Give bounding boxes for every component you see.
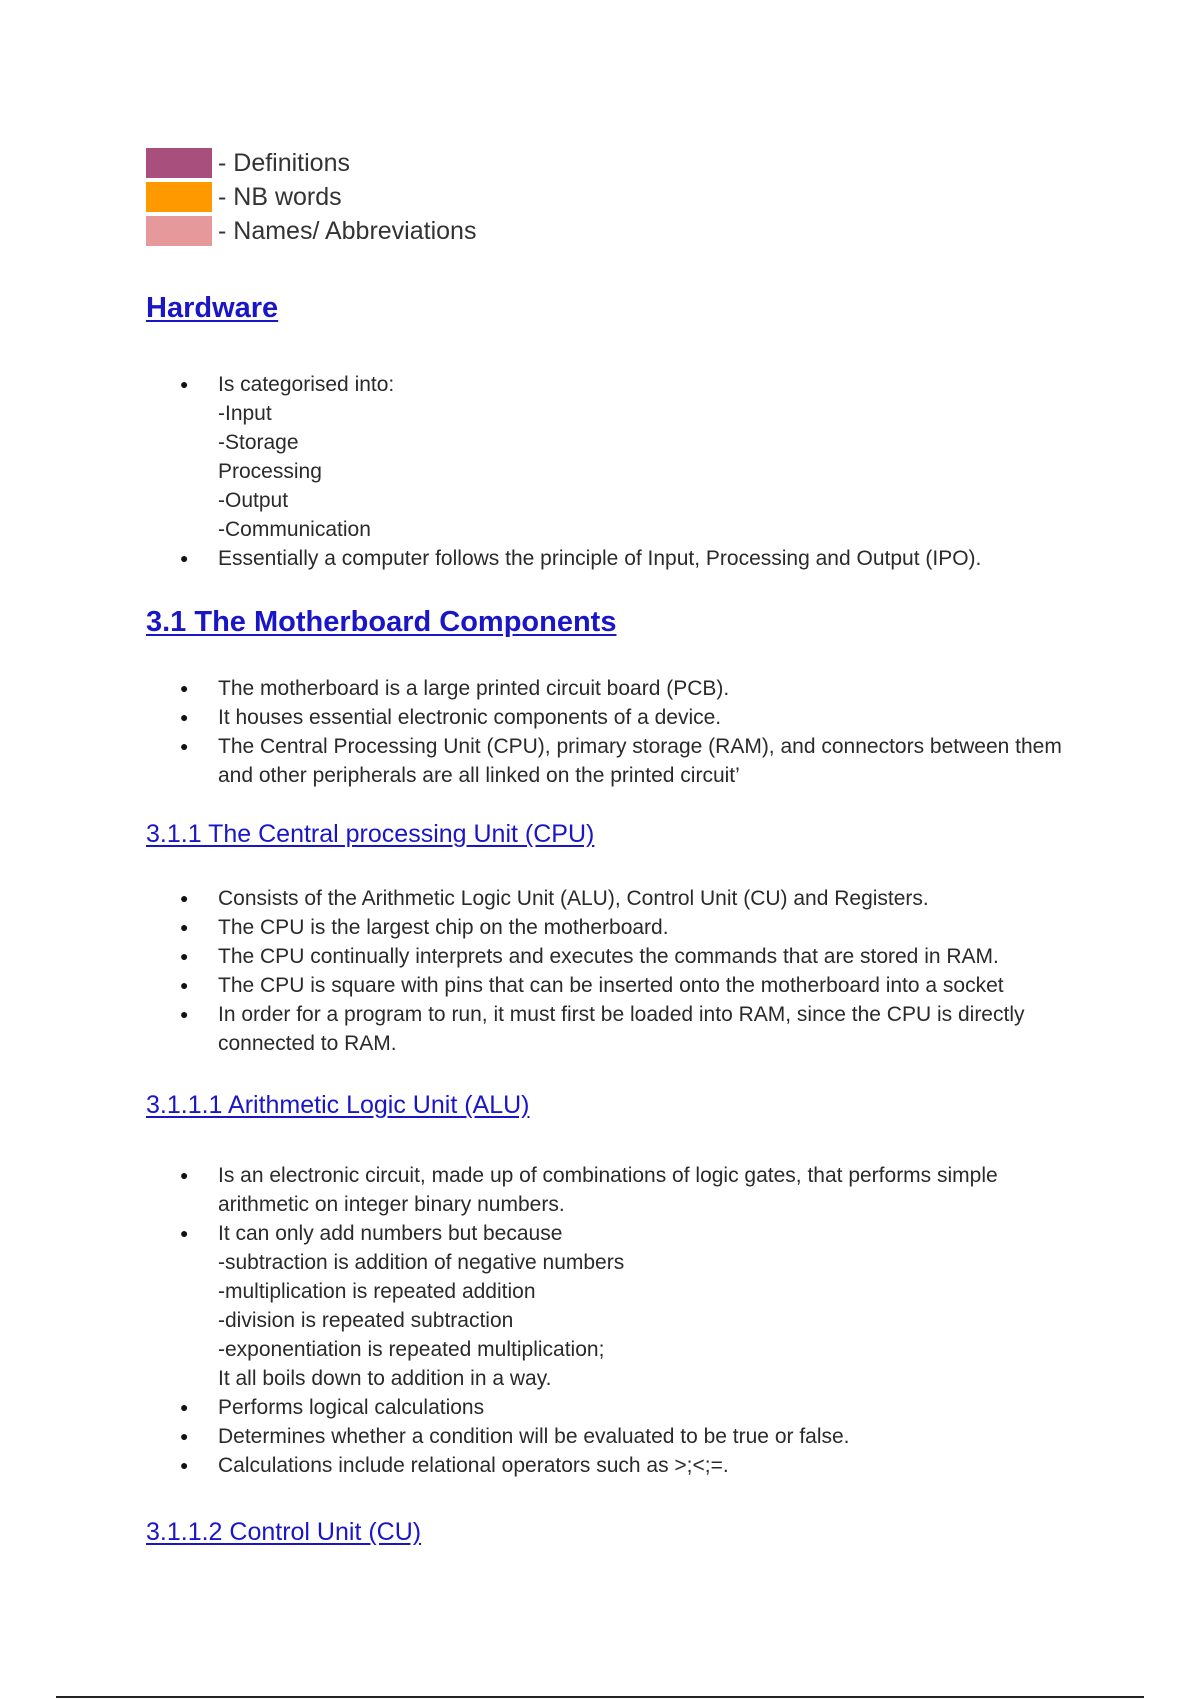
- legend-swatch-names: [146, 216, 212, 246]
- list-item: ● The motherboard is a large printed circuit board (PCB).: [176, 674, 1076, 703]
- list-subitem: -Communication: [218, 518, 371, 541]
- page-bottom-rule: [56, 1696, 1144, 1698]
- list-item: ● Consists of the Arithmetic Logic Unit (ALU), Control Unit (CU) and Registers.: [176, 884, 1076, 913]
- list-item: ● The CPU is square with pins that can be inserted onto the motherboard into a socket: [176, 971, 1076, 1000]
- list-item-text: ● It can only add numbers but because: [218, 1222, 563, 1245]
- list-item-text: ● Is categorised into:: [218, 373, 395, 396]
- legend-swatch-definitions: [146, 148, 212, 178]
- color-legend: [146, 146, 476, 248]
- list-subitem: -Input: [218, 402, 272, 425]
- list-item: ● Calculations include relational operators such as >;<;=.: [176, 1451, 1076, 1480]
- list-subitem: Processing: [218, 460, 322, 483]
- alu-list: [176, 1161, 1076, 1480]
- legend-label-nb-words: - NB words: [218, 182, 342, 211]
- list-subitem: It all boils down to addition in a way.: [218, 1367, 552, 1390]
- list-item: [176, 370, 1076, 544]
- legend-row-definitions: [146, 146, 476, 180]
- list-item: ● The CPU is the largest chip on the motherboard.: [176, 913, 1076, 942]
- heading-cpu[interactable]: 3.1.1 The Central processing Unit (CPU): [146, 820, 595, 848]
- list-item: ● Performs logical calculations: [176, 1393, 1076, 1422]
- list-item: ● It houses essential electronic components of a device.: [176, 703, 1076, 732]
- heading-motherboard[interactable]: 3.1 The Motherboard Components: [146, 606, 617, 638]
- list-subitem: -Storage: [218, 431, 299, 454]
- legend-row-nb-words: [146, 180, 476, 214]
- list-subitem: -exponentiation is repeated multiplication;: [218, 1338, 605, 1361]
- list-item: ● In order for a program to run, it must first be loaded into RAM, since the CPU is directly connected to RAM.: [176, 1000, 1076, 1058]
- list-subitem: -multiplication is repeated addition: [218, 1280, 536, 1303]
- list-subitem: -division is repeated subtraction: [218, 1309, 514, 1332]
- list-item: ● Essentially a computer follows the principle of Input, Processing and Output (IPO).: [176, 544, 1076, 573]
- list-item: [176, 1219, 1076, 1393]
- legend-swatch-nb-words: [146, 182, 212, 212]
- cpu-list: [176, 884, 1076, 1058]
- list-subitem: -Output: [218, 489, 289, 512]
- list-item: ● Determines whether a condition will be evaluated to be true or false.: [176, 1422, 1076, 1451]
- list-item: ● The CPU continually interprets and executes the commands that are stored in RAM.: [176, 942, 1076, 971]
- heading-control-unit[interactable]: 3.1.1.2 Control Unit (CU): [146, 1518, 422, 1546]
- hardware-list: [176, 370, 1076, 573]
- list-item: ● Is an electronic circuit, made up of combinations of logic gates, that performs simple arithmetic on integer binary numbers.: [176, 1161, 1076, 1219]
- list-subitem: -subtraction is addition of negative numbers: [218, 1251, 625, 1274]
- motherboard-list: [176, 674, 1076, 790]
- heading-hardware[interactable]: Hardware: [146, 292, 279, 324]
- legend-label-names: - Names/ Abbreviations: [218, 216, 477, 245]
- legend-label-definitions: - Definitions: [218, 148, 350, 177]
- heading-alu[interactable]: 3.1.1.1 Arithmetic Logic Unit (ALU): [146, 1091, 530, 1119]
- list-item: ● The Central Processing Unit (CPU), primary storage (RAM), and connectors between them and other peripherals are all linked on the printed circuit’: [176, 732, 1076, 790]
- legend-row-names: [146, 214, 476, 248]
